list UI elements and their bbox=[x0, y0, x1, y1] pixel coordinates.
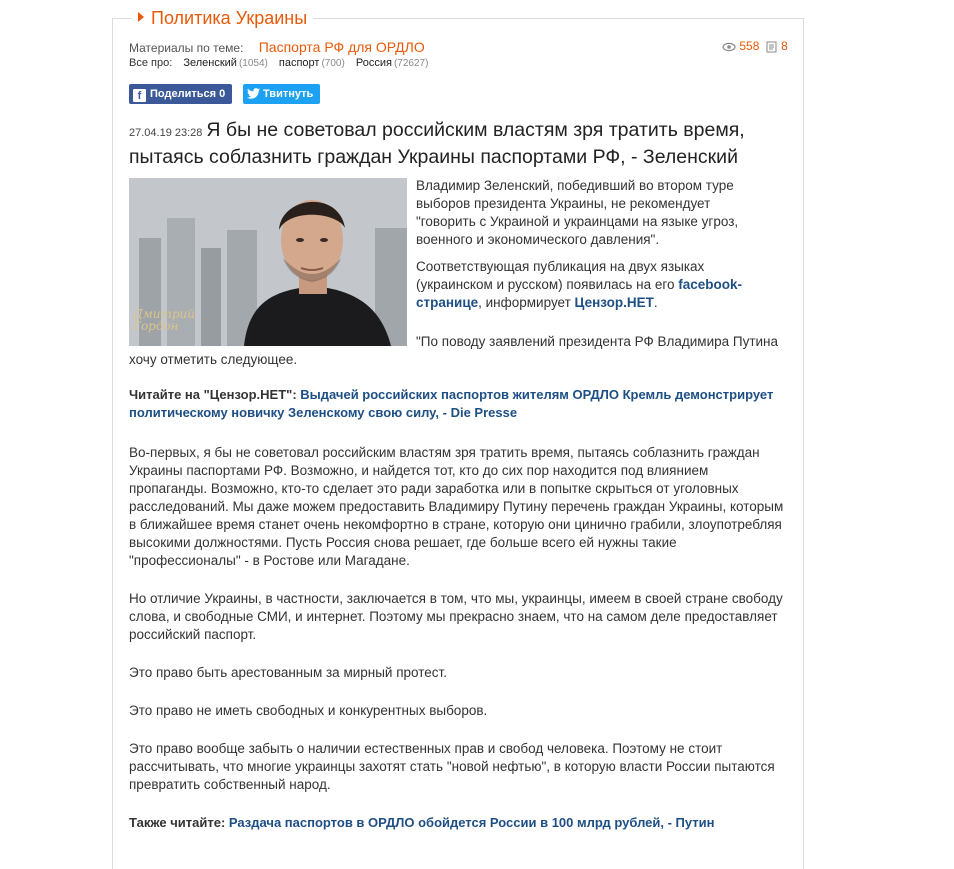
comments-count[interactable]: 8 bbox=[781, 39, 788, 53]
all-about-label: Все про: bbox=[129, 57, 173, 69]
eye-icon bbox=[722, 42, 736, 52]
article-date: 27.04.19 23:28 bbox=[129, 127, 203, 139]
paragraph-2: Но отличие Украины, в частности, заключается в том, что мы, украинцы, имеем в своей стране свободу слова, и свободные СМИ, и интернет. Поэтому мы прекрасно знаем, что на самом деле предоставляет российский паспорт. bbox=[129, 591, 783, 642]
views-count: 558 bbox=[739, 39, 760, 53]
tag-link[interactable]: паспорт (700) bbox=[278, 57, 345, 69]
topics-label: Материалы по теме: bbox=[129, 41, 244, 55]
also-read-link[interactable]: Раздача паспортов в ОРДЛО обойдется России в 100 млрд рублей, - Путин bbox=[228, 815, 715, 830]
tags-row bbox=[129, 57, 428, 69]
article-photo bbox=[129, 178, 407, 346]
facebook-share-button[interactable]: f Поделиться 0 bbox=[129, 84, 232, 104]
article-stats bbox=[722, 39, 788, 53]
twitter-share-button[interactable]: Твитнуть bbox=[243, 84, 320, 104]
quote-start: "По поводу заявлений президента РФ Владимира Путина хочу отметить следующее. bbox=[129, 334, 779, 367]
intro-paragraph-1: Владимир Зеленский, победивший во втором туре выборов президента Украины, не рекомендует "говорить с Украиной и украинцами на языке угроз, военного и экономического давления". bbox=[416, 178, 739, 247]
paragraph-5: Это право вообще забыть о наличии естественных прав и свобод человека. Поэтому не стоит рассчитывать, что многие украинцы захотят стать "новой нефтью", в которую власти России пытаются превратить собственный народ. bbox=[129, 741, 775, 792]
arrow-right-icon bbox=[138, 12, 144, 22]
intro-paragraph-2: Соответствующая публикация на двух языках (украинском и русском) появилась на его facebook-странице, информирует Цензор.НЕТ. bbox=[416, 259, 742, 310]
related-topics bbox=[129, 39, 425, 55]
photo-watermark: Дмитрий Гордон bbox=[133, 307, 195, 333]
section-title[interactable] bbox=[132, 6, 313, 30]
read-on-block: Читайте на "Цензор.НЕТ": Выдачей российских паспортов жителям ОРДЛО Кремль демонстрирует политическому новичку Зеленскому свою силу, - Die Presse bbox=[129, 387, 774, 420]
article-title: Я бы не советовал российским властям зря тратить время, пытаясь соблазнить граждан Украины паспортами РФ, - Зеленский bbox=[129, 119, 745, 168]
article-headline bbox=[129, 118, 789, 169]
paragraph-1: Во-первых, я бы не советовал российским властям зря тратить время, пытаясь соблазнить граждан Украины паспортами РФ. Возможно, и найдется тот, кто до сих пор находится под влиянием пропаганды. Возможно, кто-то сделает это ради заработка или в попытке скрыться от уголовных расследований. Мы даже можем предоставить Владимиру Путину перечень граждан Украины, которым в ближайшее время станет очень некомфортно в стране, которую они цинично грабили, злоупотребляя высокими должностями. Пусть Россия снова решает, где больше всего ей нужны такие "профессионалы" - в Ростове или Магадане. bbox=[129, 445, 784, 568]
paragraph-3: Это право быть арестованным за мирный протест. bbox=[129, 665, 447, 680]
section-title-label: Политика Украины bbox=[151, 8, 308, 28]
facebook-icon: f bbox=[133, 89, 146, 102]
source-link[interactable]: Цензор.НЕТ bbox=[574, 295, 654, 310]
tag-link[interactable]: Зеленский (1054) bbox=[183, 57, 268, 69]
read-on-link[interactable]: Выдачей российских паспортов жителям ОРДЛО Кремль демонстрирует политическому новичку Зеленскому свою силу, - Die Presse bbox=[129, 387, 774, 420]
also-read-block: Также читайте: Раздача паспортов в ОРДЛО обойдется России в 100 млрд рублей, - Путин bbox=[129, 815, 715, 830]
twitter-bird-icon bbox=[247, 88, 260, 99]
tag-link[interactable]: Россия (72627) bbox=[355, 57, 429, 69]
comments-icon[interactable] bbox=[765, 41, 778, 53]
topic-link[interactable]: Паспорта РФ для ОРДЛО bbox=[258, 39, 425, 55]
paragraph-4: Это право не иметь свободных и конкурентных выборов. bbox=[129, 703, 488, 718]
facebook-page-link[interactable]: facebook-странице bbox=[416, 277, 742, 310]
